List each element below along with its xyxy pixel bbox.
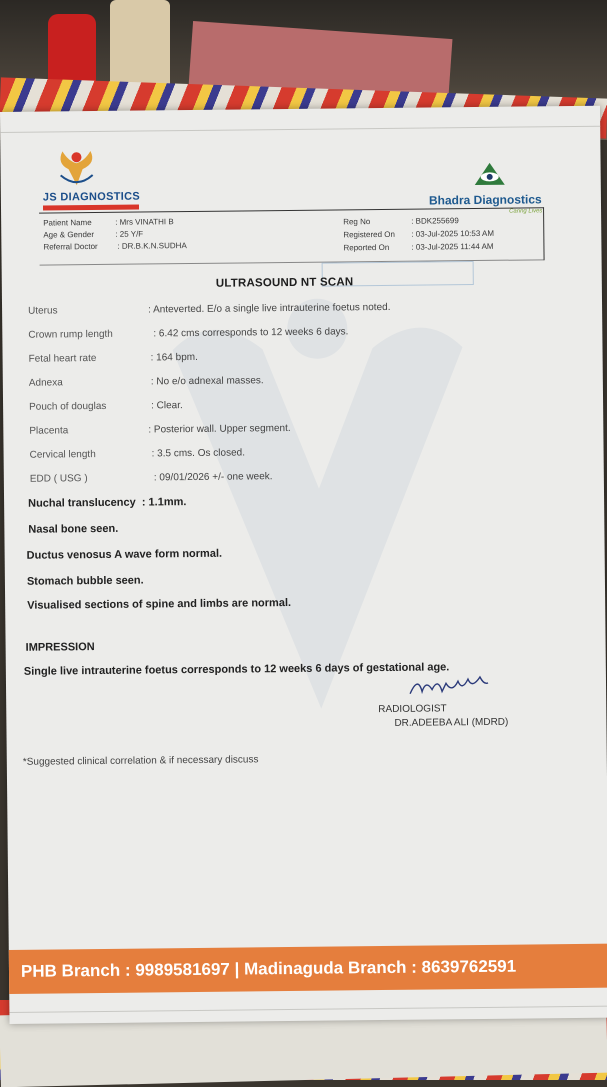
signatory-name: DR.ADEEBA ALI (MDRD) [394,716,509,729]
finding-label: Pouch of douglas [29,400,107,413]
finding-value: : Clear. [151,400,183,412]
patient-age-value: : 25 Y/F [115,229,144,239]
patient-name-label: Patient Name [43,218,92,228]
radiologist-signature [406,673,490,700]
finding-value: : 3.5 cms. Os closed. [151,447,246,460]
reported-on-value: : 03-Jul-2025 11:44 AM [411,241,494,252]
finding-value: : No e/o adnexal masses. [150,375,264,388]
referral-doctor-value: : DR.B.K.N.SUDHA [117,241,187,251]
registered-on-label: Registered On [343,229,395,240]
reg-no-value: : BDK255699 [411,216,459,226]
finding-value: : 09/01/2026 +/- one week. [153,471,273,484]
branch-footer: PHB Branch : 9989581697 | Madinaguda Branch : 8639762591 [9,944,607,994]
statement: Nasal bone seen. [28,522,119,536]
statement: Stomach bubble seen. [26,574,144,588]
lab-name-left: JS DIAGNOSTICS [42,190,141,204]
statement: Visualised sections of spine and limbs are normal. [27,596,292,612]
report-title: ULTRASOUND NT SCAN [215,276,354,290]
finding-label: Cervical length [29,449,96,461]
statement: Nuchal translucency : 1.1mm. [28,496,187,510]
patient-age-label: Age & Gender [43,230,95,240]
finding-label: Fetal heart rate [28,353,97,365]
bhadra-eye-logo-icon [473,161,507,187]
finding-label: Adnexa [28,377,63,389]
clinical-note: *Suggested clinical correlation & if necessary discuss [22,754,259,768]
finding-label: EDD ( USG ) [29,473,88,485]
statement: Ductus venosus A wave form normal. [26,547,223,562]
finding-value: : 164 bpm. [150,351,198,364]
reg-no-label: Reg No [343,217,371,227]
impression-text: Single live intrauterine foetus corresponds to 12 weeks 6 days of gestational age. [23,661,450,678]
paper-rule [0,126,600,133]
signatory-role: RADIOLOGIST [378,703,447,716]
impression-heading: IMPRESSION [25,641,95,654]
lab-name-underline [43,205,139,211]
paper-rule [9,1006,607,1013]
finding-label: Placenta [29,425,69,437]
finding-value: : 6.42 cms corresponds to 12 weeks 6 days. [153,326,349,340]
patient-name-value: : Mrs VINATHI B [115,217,174,227]
finding-label: Uterus [28,305,58,317]
finding-label: Crown rump length [28,328,113,341]
referral-doctor-label: Referral Doctor [43,241,98,252]
finding-value: : Posterior wall. Upper segment. [148,422,291,436]
registered-on-value: : 03-Jul-2025 10:53 AM [411,228,495,239]
reported-on-label: Reported On [343,242,390,253]
report-page [0,106,607,1024]
finding-value: : Anteverted. E/o a single live intrauterine foetus noted. [148,301,391,316]
js-diagnostics-logo-icon [52,145,100,190]
lab-tagline: Caring Lives [509,208,543,215]
lab-name-right: Bhadra Diagnostics [428,192,542,208]
watermark-logo-icon [152,287,486,720]
